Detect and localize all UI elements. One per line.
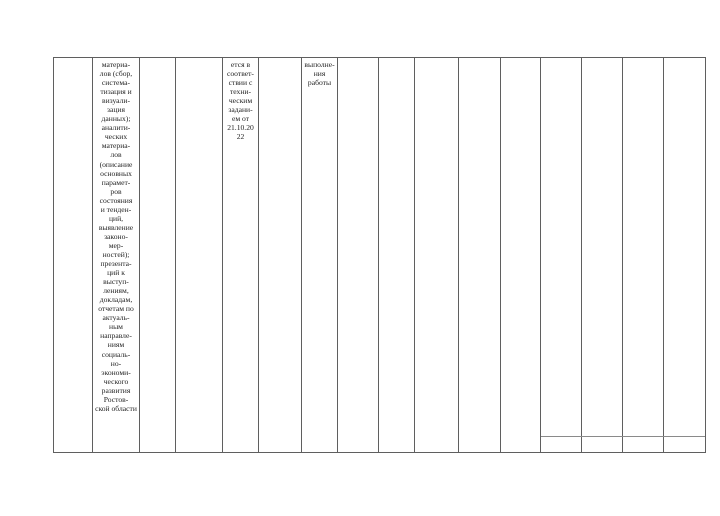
table-cell-10	[415, 58, 459, 453]
table-cell-15	[623, 58, 664, 453]
subrow-divider-line	[541, 436, 705, 437]
table-cell-14	[582, 58, 623, 453]
cell-text: выполне- ния работы	[304, 60, 335, 88]
table-cell-6	[259, 58, 302, 453]
continuation-table	[53, 57, 706, 453]
cell-text: материа- лов (сбор, система- тизация и визуали- зация данных); аналити- ческих материа- лов (описание основных парамет- ров состояния и тенден- ций, выявление законо- мер- ностей); презента- ций к выступ- лениям, докладам, отчетам по актуаль- ным направле- ниям социаль- но- экономи- ческого развития Ростов- ской области	[95, 60, 137, 413]
table-cell-11	[459, 58, 501, 453]
table-cell-9	[379, 58, 415, 453]
table-cell-1	[54, 58, 93, 453]
table-cell-3	[140, 58, 176, 453]
table-cell-13	[541, 58, 582, 453]
table-cell-12	[501, 58, 541, 453]
cell-text: ется в соответ- ствии с техни- ческим задани- ем от 21.10.20 22	[227, 60, 254, 142]
table-cell-7	[302, 58, 338, 453]
table-cell-16	[664, 58, 706, 453]
table-row	[54, 58, 706, 453]
table-cell-2	[93, 58, 140, 453]
table-cell-4	[176, 58, 223, 453]
table-cell-8	[338, 58, 379, 453]
table-cell-5	[223, 58, 259, 453]
